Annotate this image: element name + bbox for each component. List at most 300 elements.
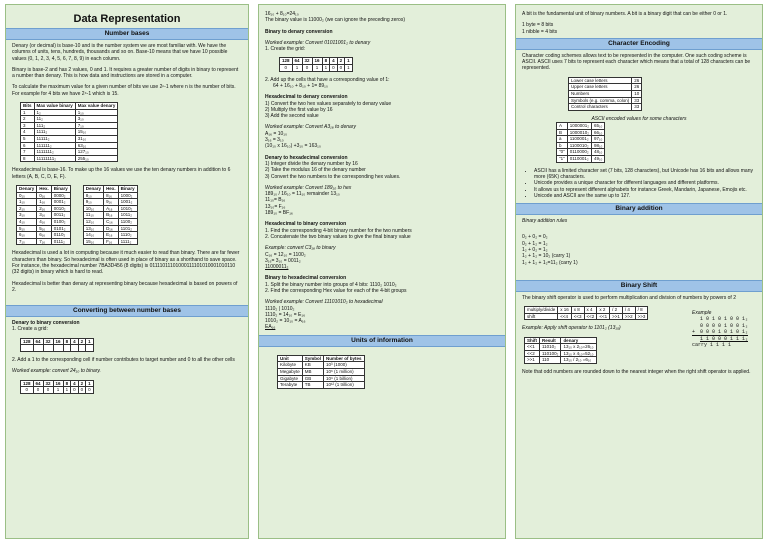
table-cell: 0011₂ (51, 212, 70, 219)
table-cell: 13₁₀ x 2₁₀=26₁₀ (561, 344, 596, 351)
step-item: 3) Convert the two numbers to the corresponding hex values. (265, 173, 401, 180)
table-cell: 48₁₀ (591, 149, 604, 156)
table-row (17, 238, 71, 245)
d2h-line3: 13₁₀= F₁₆ (265, 203, 286, 210)
table-cell: 1111₂ (118, 238, 137, 245)
place-value-grid (20, 338, 94, 352)
table-cell: 8 (322, 58, 330, 65)
table-row (525, 357, 597, 364)
para-hex-use: Hexadecimal is used a lot in computing because it much easier to read than binary. There are far fewer characters than binary. So hexadecimal is often used in place of binary as a shorthand to save space. For instance, the hexadecimal number 7BA3D456 (8 digits) is 01111011101000111101010001010110 (32 digits) in binary which is hard to read. (12, 250, 240, 276)
shift-example: Example: Apply shift operator to 1101₂ (13₁₀) (522, 325, 621, 332)
table-cell: 7₁₀ (17, 238, 37, 245)
table-row (557, 156, 605, 163)
step-item: 1) Integer divide the denary number by 16 (265, 160, 358, 167)
table-row (278, 368, 365, 375)
table-cell: 255₁₀ (75, 155, 118, 162)
table-row (17, 232, 71, 239)
table-cell: 8₁₆ (104, 192, 119, 199)
table-cell: 1 (322, 65, 330, 72)
table-row (83, 232, 137, 239)
addition-operand-2: 0 0 0 0 1 0 0 1₂ (699, 322, 748, 329)
table-cell: Symbol (302, 355, 323, 362)
table-cell: Symbols (e.g. comma, colon) (569, 97, 632, 104)
table-cell: 4 (21, 129, 35, 136)
table-cell: 66₁₀ (591, 129, 604, 136)
table-cell: 3₁₀ (75, 116, 118, 123)
table-cell: Number of bytes (324, 355, 365, 362)
table-cell: 10⁹ (1 billion) (324, 375, 365, 382)
table-row (278, 375, 365, 382)
table-cell: 10⁶ (1 million) (324, 368, 365, 375)
table-cell: 6₁₀ (17, 232, 37, 239)
table-header-row (21, 338, 94, 345)
byte-def: 1 byte = 8 bits (522, 22, 554, 29)
table-cell: 2 (78, 380, 86, 387)
step-item: 2. Concatenate the two binary values to give the final binary value (265, 233, 411, 240)
table-cell: 1 (86, 380, 94, 387)
section-header-converting: Converting between number bases (6, 305, 248, 317)
table-row (557, 149, 605, 156)
table-cell: shift (525, 313, 558, 320)
table-row (557, 123, 605, 130)
table-cell: 0100₂ (51, 218, 70, 225)
table-cell (21, 345, 34, 352)
table-cell: 10³ (1000) (324, 362, 365, 369)
table-cell: 1 (345, 65, 353, 72)
table-cell (33, 345, 43, 352)
addition-operand-1: 1 0 1 0 1 0 0 1₂ (699, 316, 748, 323)
b2h-steps (259, 282, 505, 295)
shift-example-table (524, 337, 597, 364)
section-header-units: Units of information (259, 335, 505, 347)
table-row (21, 116, 118, 123)
table-cell: 0010₂ (51, 205, 70, 212)
d2h-title: Denary to hexadecimal conversion (265, 154, 348, 161)
table-row (17, 225, 71, 232)
table-cell: 26 (632, 84, 642, 91)
table-cell: x 4 (584, 307, 597, 314)
table-row (21, 345, 94, 352)
table-cell: B (557, 129, 568, 136)
h2d-line1: A₁₆ = 10₁₀ (265, 130, 288, 137)
table-cell: 1100010₂ (567, 142, 591, 149)
table-row (557, 142, 605, 149)
h2b-title: Hexadecimal to binary conversion (265, 221, 347, 228)
table-row (21, 142, 118, 149)
table-cell: Shift (525, 337, 540, 344)
table-cell: 15₁₀ (75, 129, 118, 136)
table-row (21, 109, 118, 116)
table-cell: F₁₆ (104, 238, 119, 245)
h2b-line2: 3₁₆= 3₁₀ = 0011₂ (265, 257, 301, 264)
d2h-line4: 189₁₀ = BF₁₆ (265, 210, 293, 217)
b2h-title: Binary to hexadecimal conversion (265, 275, 347, 282)
d2b-step1: 1. Create a grid: (12, 326, 48, 333)
table-cell: 6₁₆ (37, 232, 52, 239)
table-cell: 16 (312, 58, 322, 65)
table-row (569, 77, 642, 84)
table-cell: 2₁₀ (17, 205, 37, 212)
b2h-line1: 1110₂ | 1010₂ (265, 305, 295, 312)
table-cell: 1100001₂ (567, 136, 591, 143)
step-item: 1. Split the binary number into groups of 4 bits: 1110₂ 1010₂ (265, 281, 397, 288)
table-cell: 110 (540, 357, 561, 364)
table-cell: Bits (21, 103, 35, 110)
addition-result: 1 1 0 0 0 1 1 1₂ (692, 335, 748, 342)
nibble-def: 1 nibble = 4 bits (522, 28, 558, 35)
step-item: 1₂ + 0₂ = 1₂ (522, 246, 548, 253)
table-cell: 110100₂ (540, 350, 561, 357)
section-header-binary-addition: Binary addition (516, 203, 762, 215)
table-cell: 0 (86, 387, 94, 394)
table-cell: Hex. (104, 186, 119, 193)
table-cell: 98₁₀ (591, 142, 604, 149)
addition-operand-3: 0 0 0 1 0 1 0 1₂ (699, 328, 748, 335)
table-cell: 8 (63, 338, 71, 345)
h2d-line3: (10₁₀ x 16₁₀) +3₁₀ = 163₁₀ (265, 143, 321, 150)
table-cell: 15₁₀ (83, 238, 103, 245)
table-cell: 0110001₂ (567, 156, 591, 163)
b2d-example: Worked example: Convert 01011001₂ to denary (265, 39, 371, 46)
table-cell: 1101₂ (118, 225, 137, 232)
table-row (525, 350, 597, 357)
table-cell: 1000010₂ (567, 129, 591, 136)
ascii-table (556, 122, 605, 163)
table-row (278, 362, 365, 369)
table-cell: 64 (33, 380, 43, 387)
table-cell: 0101₂ (51, 225, 70, 232)
table-row (569, 90, 642, 97)
table-cell: 11₂ (34, 116, 75, 123)
hex-tables (16, 185, 248, 245)
table-cell: Lower case letters (569, 77, 632, 84)
table-cell: Gigabyte (278, 375, 303, 382)
table-row (525, 307, 648, 314)
table-row (557, 129, 605, 136)
b2d-title: Binary to denary conversion (265, 28, 333, 35)
step-item: 1₂ + 1₂ + 1₂=11₂ (carry 1) (522, 259, 578, 266)
table-cell: <<3 (571, 313, 584, 320)
table-cell: 32 (43, 380, 53, 387)
table-header-row (21, 103, 118, 110)
table-cell: KB (302, 362, 323, 369)
table-row (525, 313, 648, 320)
h2d-title: Hexadecimal to denary conversion (265, 94, 348, 101)
table-cell: 0001₂ (51, 199, 70, 206)
list-item: • It allows us to represent different alphabets for instance Greek, Mandarin, Japanese, Emojis etc. (534, 187, 762, 193)
table-cell: 111₂ (34, 122, 75, 129)
para-denary: Denary (or decimal) is base-10 and is the number system we are most familiar with. We have the columns of units, tens, hundreds, thousands and so on. Base-10 means that we have 10 possible values (0, 1, 2, 3, 4, 5, 6, 7, 8, 9) in each column. (12, 43, 228, 62)
table-row (525, 344, 597, 351)
table-cell: 4₁₆ (37, 218, 52, 225)
table-cell: Unit (278, 355, 303, 362)
addition-rules-title: Binary addition rules (522, 218, 568, 225)
table-cell: 31₁₀ (75, 136, 118, 143)
table-cell: Max value denary (75, 103, 118, 110)
table-cell: 0₁₀ (17, 192, 37, 199)
b2h-line2: 1110₂ = 14₁₀ = E₁₆ (265, 311, 306, 318)
table-cell: Megabyte (278, 368, 303, 375)
table-row (21, 155, 118, 162)
table-cell: 1010₂ (118, 205, 137, 212)
column-right (515, 4, 763, 539)
table-header-row (83, 186, 137, 193)
table-cell: 128 (21, 338, 34, 345)
para-hex: Hexadecimal is base-16. To make up the 16 values we use the ten denary numbers in addition to 6 letters (A, B, C, D, E, F). (12, 167, 231, 180)
table-row (278, 382, 365, 389)
table-cell: 13₁₀ (83, 225, 103, 232)
table-cell: 0 (337, 65, 345, 72)
table-cell: 8₁₀ (83, 192, 103, 199)
character-counts-table (568, 77, 642, 111)
step-item: 1. Find the corresponding 4-bit binary number for the two numbers (265, 227, 412, 234)
step-item: 0₂ + 0₂ = 0₂ (522, 234, 548, 241)
table-cell: 4 (330, 58, 338, 65)
step-item: 2. Find the corresponding Hex value for each of the 4-bit groups (265, 287, 407, 294)
table-cell: 128 (21, 380, 34, 387)
table-cell: 0111₂ (51, 238, 70, 245)
table-cell (43, 345, 53, 352)
table-row (17, 212, 71, 219)
table-cell: 2 (78, 338, 86, 345)
table-cell: 32 (302, 58, 312, 65)
table-row (83, 225, 137, 232)
table-cell: GB (302, 375, 323, 382)
table-cell: 1111111₂ (34, 149, 75, 156)
step-item: 2) Multiply the first value by 16 (265, 106, 333, 113)
table-row (83, 192, 137, 199)
table-row (83, 205, 137, 212)
table-cell: Upper case letters (569, 84, 632, 91)
d2h-line2: 11₁₀= B₁₆ (265, 197, 286, 204)
h2b-example: Example: convert C3₁₆ to binary (265, 245, 336, 252)
table-header-row (278, 355, 365, 362)
table-cell: 0110000₂ (567, 149, 591, 156)
table-cell: 0 (280, 65, 293, 72)
table-cell: 0 (71, 387, 79, 394)
table-cell: 2 (21, 116, 35, 123)
b2d-step2: 2. Add up the cells that have a corresponding value of 1: (265, 76, 390, 83)
table-cell: 128 (280, 58, 293, 65)
top-result: The binary value is 11000₂ (we can ignore the preceding zeros) (265, 17, 405, 24)
table-cell: 5₁₀ (17, 225, 37, 232)
table-cell: <<2 (525, 350, 540, 357)
para-binary: Binary is base-2 and has 2 values, 0 and 1. It requires a greater number of digits in binary to represent a number than denary. This is how data and instructions are stored in a computer. (12, 66, 239, 80)
table-row (21, 122, 118, 129)
page-title: Data Representation (73, 13, 181, 25)
table-cell: 1 (312, 65, 322, 72)
table-row (83, 212, 137, 219)
d2h-line1: 189₁₀ / 16₁₀ = 11₁₀ remainder 13₁₀ (265, 191, 340, 198)
table-cell: Hex. (37, 186, 52, 193)
bits-table (20, 102, 118, 162)
table-cell: 127₁₀ (75, 149, 118, 156)
d2b-step2: 2. Add a 1 to the corresponding cell if number contributes to target number and 0 to all the other cells (12, 356, 235, 363)
table-cell: Denary (17, 186, 37, 193)
table-cell: <<1 (525, 344, 540, 351)
plus-sign: + (691, 328, 695, 335)
section-header-binary-shift: Binary Shift (516, 280, 762, 292)
table-cell: "0" (557, 149, 568, 156)
table-cell: 26 (632, 77, 642, 84)
step-item: 1) Convert the two hex values separately to denary value (265, 100, 392, 107)
table-cell: 1 (86, 338, 94, 345)
table-cell: 7 (21, 149, 35, 156)
table-cell: 33 (632, 97, 642, 104)
table-cell: 64 (33, 338, 43, 345)
table-cell: 1111₂ (34, 129, 75, 136)
table-cell: 1110₂ (118, 232, 137, 239)
table-cell: 13₁₀ x 4₁₀=52₁₀ (561, 350, 596, 357)
table-cell: >>1 (610, 313, 623, 320)
table-cell: >>3 (635, 313, 648, 320)
table-cell: x 8 (571, 307, 584, 314)
table-cell: 4 (71, 338, 79, 345)
table-cell: 0110₂ (51, 232, 70, 239)
table-cell: C₁₆ (104, 218, 119, 225)
column-left (5, 4, 249, 539)
table-cell: 1000₂ (118, 192, 137, 199)
table-header-row (525, 337, 597, 344)
table-header-row (21, 380, 94, 387)
table-cell: A (557, 123, 568, 130)
table-cell: 11₁₀ (83, 212, 103, 219)
table-row (569, 97, 642, 104)
table-row (83, 238, 137, 245)
table-row (21, 149, 118, 156)
table-cell: 11111111₂ (34, 155, 75, 162)
table-row (21, 387, 94, 394)
table-cell: 11111₂ (34, 136, 75, 143)
table-cell: 0₁₆ (37, 192, 52, 199)
step-item: 2) Take the modulus 16 of the denary number (265, 167, 366, 174)
h2b-steps (259, 228, 505, 241)
table-cell: 0 (33, 387, 43, 394)
table-cell: Numbers (569, 90, 632, 97)
table-cell: Binary (118, 186, 137, 193)
table-cell: 2 (337, 58, 345, 65)
table-cell: Denary (83, 186, 103, 193)
h2b-line3: 11000011₂ (265, 264, 289, 271)
table-cell: 1100₂ (118, 218, 137, 225)
table-cell: D₁₆ (104, 225, 119, 232)
table-cell: 10₁₀ (83, 205, 103, 212)
table-cell: 1₁₀ (17, 199, 37, 206)
table-header-row (17, 186, 71, 193)
table-cell: 13₁₀ / 2₁₀ =6₁₀ (561, 357, 596, 364)
table-cell: 1011₂ (118, 212, 137, 219)
hex-table-left (16, 185, 71, 245)
table-cell (53, 345, 63, 352)
d2b-title: Denary to binary conversion (12, 320, 80, 327)
table-cell: 3₁₀ (17, 212, 37, 219)
table-cell: 0000₂ (51, 192, 70, 199)
addition-example-label: Example (691, 310, 712, 316)
table-cell: 16 (53, 338, 63, 345)
table-cell: 3₁₆ (37, 212, 52, 219)
table-cell: 63₁₀ (75, 142, 118, 149)
table-cell: >>1 (525, 357, 540, 364)
table-cell: 33 (632, 104, 642, 111)
table-row (569, 104, 642, 111)
table-row (83, 199, 137, 206)
table-cell: 5₁₆ (37, 225, 52, 232)
addition-rules (516, 234, 762, 265)
table-cell: 7₁₀ (75, 122, 118, 129)
table-cell: 111111₂ (34, 142, 75, 149)
table-row (21, 136, 118, 143)
b2h-line4: EA₁₆ (265, 324, 276, 331)
unicode-bullets (522, 168, 762, 199)
table-cell: 8 (21, 155, 35, 162)
table-cell: 10 (632, 90, 642, 97)
place-value-grid-89 (279, 57, 353, 71)
table-cell: / 4 (622, 307, 635, 314)
step-item: 3) Add the second value (265, 113, 319, 120)
table-cell: <<1 (597, 313, 610, 320)
step-item: 0₂ + 1₂ = 1₂ (522, 240, 548, 247)
shift-operators-table (524, 306, 648, 320)
table-cell: A₁₆ (104, 205, 119, 212)
table-cell (71, 345, 79, 352)
table-cell: E₁₆ (104, 232, 119, 239)
para-shift-note: Note that odd numbers are rounded down to the nearest integer when the right shift operator is applied. (522, 369, 751, 376)
table-cell: 1₁₆ (37, 199, 52, 206)
table-row (17, 199, 71, 206)
table-row (280, 65, 353, 72)
step-item: 1₂ + 1₂ = 10₂ (carry 1) (522, 253, 571, 260)
table-cell: 4 (71, 380, 79, 387)
table-cell: 97₁₀ (591, 136, 604, 143)
b2h-example: Worked example: Convert 11101010₂ to hexadecimal (265, 299, 383, 306)
table-cell: Max value binary (34, 103, 75, 110)
d2h-example: Worked example: Convert 189₁₀ to hex (265, 184, 352, 191)
table-cell: x 2 (597, 307, 610, 314)
table-cell: 1001₂ (118, 199, 137, 206)
table-cell: 32 (43, 338, 53, 345)
table-cell (86, 345, 94, 352)
section-header-number-bases: Number bases (6, 28, 248, 40)
d2h-steps (259, 161, 505, 180)
b2h-line3: 1010₂ = 10₁₀ = A₁₆ (265, 318, 306, 325)
top-sum: 16₁₀ + 8₁₀=24₁₀ (265, 11, 299, 17)
table-cell: denary (561, 337, 596, 344)
table-row (569, 84, 642, 91)
addition-carry: carry 1 1 1 1 (691, 342, 731, 349)
table-cell: / 8 (635, 307, 648, 314)
table-cell: 0 (21, 387, 34, 394)
table-cell: 16 (53, 380, 63, 387)
table-cell: / 2 (610, 307, 623, 314)
table-cell: <<2 (584, 313, 597, 320)
table-cell: 8 (63, 380, 71, 387)
h2d-steps (259, 101, 505, 120)
table-cell: 1 (21, 109, 35, 116)
para-char: Character coding schemes allows text to be represented in the computer. One such coding scheme is ASCII. ASCII uses 7 bits to represent each character which means that a total of 128 characters can be represented. (522, 52, 751, 72)
list-item: • ASCII has a limited character set (7 bits, 128 characters), but Unicode has 16 bits and allows many more (65K) characters. (534, 168, 762, 181)
table-cell: 12₁₀ (83, 218, 103, 225)
table-cell (63, 345, 71, 352)
table-cell: Terabyte (278, 382, 303, 389)
table-cell: 0 (43, 387, 53, 394)
table-row (83, 218, 137, 225)
table-cell: 9₁₆ (104, 199, 119, 206)
table-cell: 1 (63, 387, 71, 394)
table-row (557, 136, 605, 143)
list-item: • Unicode provides a unique character for different languages and different platforms. (534, 180, 762, 186)
table-header-row (280, 58, 353, 65)
table-cell: 65₁₀ (591, 123, 604, 130)
